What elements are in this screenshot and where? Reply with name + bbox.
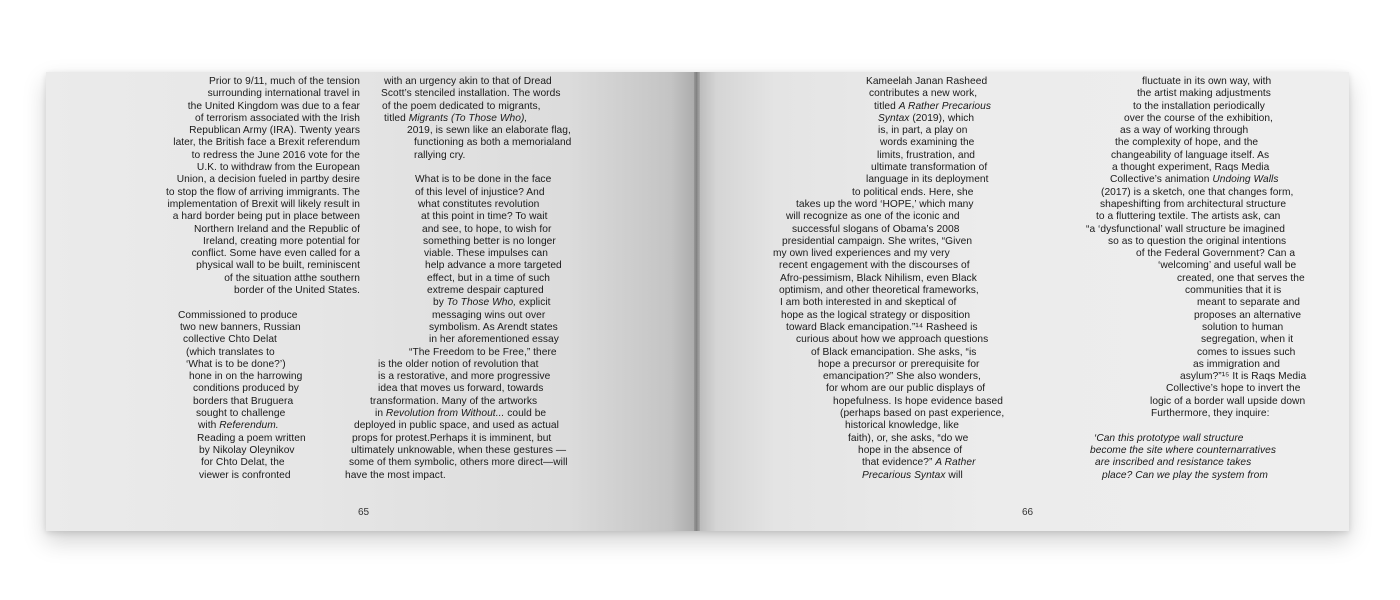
text-line: created, one that serves the: [1177, 272, 1305, 284]
text-line: messaging wins out over: [432, 309, 546, 321]
text-line: have the most impact.: [345, 469, 446, 481]
text-line: something better is no longer: [423, 235, 556, 247]
text-line: some of them symbolic, others more direct—will: [349, 457, 568, 469]
text-line: a thought experiment, Raqs Media: [1112, 162, 1270, 174]
text-line: idea that moves us forward, towards: [378, 383, 544, 395]
text-line: language in its deployment: [866, 174, 989, 186]
text-line: to redress the June 2016 vote for the: [191, 149, 360, 161]
italic-title: Referendum.: [219, 420, 279, 432]
text-line: hope a precursor or prerequisite for: [818, 358, 980, 370]
text-line: Kameelah Janan Rasheed: [866, 76, 988, 87]
text-line: conflict. Some have even called for a: [191, 248, 360, 260]
italic-title: A Rather Precarious: [898, 100, 992, 112]
text-line: is, in part, a play on: [878, 125, 968, 137]
text-line: viewer is confronted: [199, 469, 291, 481]
text-line: Afro-pessimism, Black Nihilism, even Black: [780, 272, 977, 284]
text-line: so as to question the original intentions: [1108, 235, 1287, 247]
text-line: changeability of language itself. As: [1111, 149, 1270, 161]
text-line: words examining the: [880, 137, 975, 149]
text-line: hone in on the harrowing: [189, 371, 303, 383]
text-line: transformation. Many of the artworks: [370, 395, 538, 407]
text-line: Furthermore, they inquire:: [1151, 408, 1270, 420]
text-line: functioning as both a memorialand: [414, 137, 572, 149]
text-line: my own lived experiences and my very: [773, 248, 950, 260]
text-line: become the site where counternarratives: [1090, 444, 1276, 456]
text-line: hopefulness. Is hope evidence based: [833, 395, 1003, 407]
text-line: as a way of working through: [1120, 125, 1249, 137]
text-line: Precarious Syntax will: [862, 469, 963, 481]
text-line: ultimate transformation of: [871, 162, 988, 174]
right-page-column-2: [697, 76, 1349, 482]
text-line: recent engagement with the discourses of: [779, 260, 970, 272]
text-line: U.K. to withdraw from the European: [196, 162, 360, 174]
text-line: asylum?”¹⁵ It is Raqs Media: [1180, 371, 1307, 383]
text-line: viable. These impulses can: [424, 248, 548, 260]
text-line: Commissioned to produce: [178, 309, 298, 321]
text-line: ‘welcoming’ and useful wall be: [1158, 260, 1297, 272]
text-line: hope as the logical strategy or disposition: [781, 309, 971, 321]
page-number-right: 66: [1022, 507, 1034, 518]
text-line: presidential campaign. She writes, “Given: [782, 235, 973, 247]
text-line: toward Black emancipation.”¹⁴ Rasheed is: [786, 321, 978, 333]
text-line: Scott’s stenciled installation. The words: [381, 88, 561, 100]
text-line: Union, a decision fueled in partby desire: [176, 174, 360, 186]
text-line: “The Freedom to be Free,” there: [409, 346, 557, 358]
text-line: symbolism. As Arendt states: [429, 321, 558, 333]
text-line: ‘Can this prototype wall structure: [1094, 432, 1244, 444]
italic-title: Migrants (To Those Who),: [408, 112, 528, 124]
text-line: of this level of injustice? And: [415, 186, 545, 198]
text-line: What is to be done in the face: [415, 174, 552, 186]
text-line: rallying cry.: [414, 149, 466, 161]
text-line: historical knowledge, like: [845, 420, 959, 432]
italic-title: Undoing Walls: [1212, 174, 1279, 186]
text-line: shapeshifting from architectural structure: [1100, 198, 1287, 210]
text-line: solution to human: [1202, 321, 1284, 333]
text-line: Reading a poem written: [197, 432, 306, 444]
text-line: a hard border being put in place between: [172, 211, 360, 223]
text-line: of Black emancipation. She asks, “is: [811, 346, 977, 358]
text-line: communities that it is: [1185, 285, 1282, 297]
text-line: of the situation atthe southern: [224, 272, 360, 284]
text-line: with an urgency akin to that of Dread: [384, 76, 552, 87]
text-line: effect, but in a time of such: [427, 272, 551, 284]
text-line: implementation of Brexit will likely result in: [167, 198, 360, 210]
text-line: meant to separate and: [1197, 297, 1300, 309]
text-line: help advance a more targeted: [425, 260, 562, 272]
text-line: Collective’s hope to invert the: [1166, 383, 1301, 395]
text-line: to political ends. Here, she: [852, 186, 974, 198]
text-line: comes to issues such: [1197, 346, 1296, 358]
text-line: Northern Ireland and the Republic of: [193, 223, 360, 235]
italic-title: Syntax: [878, 112, 910, 124]
text-line: at this point in time? To wait: [421, 211, 548, 223]
text-line: of the Federal Government? Can a: [1136, 248, 1296, 260]
text-line: optimism, and other theoretical frameworks,: [779, 285, 979, 297]
text-line: Collective’s animation Undoing Walls: [1110, 174, 1279, 186]
left-page-column-2: [46, 76, 697, 482]
text-line: titled Migrants (To Those Who),: [384, 112, 528, 124]
text-line: of terrorism associated with the Irish: [195, 112, 360, 124]
text-line: contributes a new work,: [869, 88, 978, 100]
text-line: Syntax (2019), which: [878, 112, 975, 124]
text-line: segregation, when it: [1201, 334, 1294, 346]
text-line: ‘What is to be done?’): [186, 358, 286, 370]
text-line: props for protest.Perhaps it is imminent, but: [352, 432, 552, 444]
text-line: fluctuate in its own way, with: [1142, 76, 1272, 87]
text-line: the artist making adjustments: [1137, 88, 1271, 100]
text-line: Republican Army (IRA). Twenty years: [189, 125, 360, 137]
italic-title: To Those Who,: [446, 297, 517, 309]
text-line: emancipation?” She also wonders,: [823, 371, 981, 383]
text-line: are inscribed and resistance takes: [1095, 457, 1252, 469]
paragraph-gap: [46, 162, 697, 174]
book-gutter: [694, 72, 700, 531]
text-line: ultimately unknowable, when these gestures —: [351, 444, 567, 456]
text-line: hope in the absence of: [858, 444, 963, 456]
text-line: sought to challenge: [196, 408, 286, 420]
text-line: to the installation periodically: [1133, 100, 1265, 112]
text-line: proposes an alternative: [1194, 309, 1302, 321]
text-line: I am both interested in and skeptical of: [780, 297, 957, 309]
page-number-left: 65: [358, 507, 370, 518]
text-line: curious about how we approach questions: [796, 334, 989, 346]
text-line: that evidence?” A Rather: [862, 457, 976, 469]
text-line: by To Those Who, explicit: [433, 297, 551, 309]
text-line: 2019, is sewn like an elaborate flag,: [407, 125, 571, 137]
text-line: (which translates to: [186, 346, 275, 358]
text-line: in her aforementioned essay: [429, 334, 559, 346]
text-line: by Nikolay Oleynikov: [199, 444, 295, 456]
text-line: and see, to hope, to wish for: [422, 223, 552, 235]
text-line: later, the British face a Brexit referendum: [173, 137, 360, 149]
text-line: faith), or, she asks, “do we: [848, 432, 969, 444]
text-line: “a ‘dysfunctional’ wall structure be imagined: [1086, 223, 1285, 235]
text-line: is a restorative, and more progressive: [378, 371, 551, 383]
right-page: [697, 72, 1349, 531]
text-line: logic of a border wall upside down: [1150, 395, 1306, 407]
text-line: of the poem dedicated to migrants,: [382, 100, 541, 112]
text-line: place? Can we play the system from: [1102, 469, 1268, 481]
text-line: borders that Bruguera: [193, 395, 294, 407]
text-line: extreme despair captured: [427, 285, 544, 297]
book-spread: [46, 72, 1349, 531]
text-line: over the course of the exhibition,: [1124, 112, 1273, 124]
text-line: as immigration and: [1193, 358, 1280, 370]
text-line: conditions produced by: [193, 383, 299, 395]
text-line: surrounding international travel in: [207, 88, 360, 100]
text-line: Prior to 9/11, much of the tension: [208, 76, 360, 87]
text-line: (2017) is a sketch, one that changes form,: [1101, 186, 1294, 198]
text-line: for Chto Delat, the: [201, 457, 285, 469]
text-line: with Referendum.: [198, 420, 279, 432]
text-line: takes up the word ‘HOPE,’ which many: [796, 198, 974, 210]
text-line: in Revolution from Without... could be: [375, 408, 547, 420]
text-line: (perhaps based on past experience,: [840, 408, 1005, 420]
text-line: the United Kingdom was due to a fear: [187, 100, 360, 112]
text-line: to stop the flow of arriving immigrants. The: [166, 186, 360, 198]
text-line: physical wall to be built, reminiscent: [196, 260, 360, 272]
text-line: will recognize as one of the iconic and: [786, 211, 960, 223]
text-line: the complexity of hope, and the: [1115, 137, 1259, 149]
text-line: is the older notion of revolution that: [378, 358, 539, 370]
text-line: border of the United States.: [234, 285, 360, 297]
text-line: Ireland, creating more potential for: [203, 235, 360, 247]
paragraph-gap: [697, 420, 1349, 432]
left-page: [46, 72, 697, 531]
text-line: two new banners, Russian: [180, 321, 301, 333]
italic-title: Precarious Syntax: [862, 469, 946, 481]
text-line: collective Chto Delat: [183, 334, 277, 346]
text-line: to a fluttering textile. The artists ask, can: [1096, 211, 1281, 223]
text-line: titled A Rather Precarious: [874, 100, 992, 112]
text-line: successful slogans of Obama’s 2008: [792, 223, 960, 235]
text-line: for whom are our public displays of: [826, 383, 986, 395]
italic-title: A Rather: [935, 457, 976, 469]
text-line: what constitutes revolution: [418, 198, 540, 210]
italic-title: Revolution from Without...: [385, 408, 505, 420]
text-line: limits, frustration, and: [877, 149, 976, 161]
text-line: deployed in public space, and used as actual: [354, 420, 559, 432]
